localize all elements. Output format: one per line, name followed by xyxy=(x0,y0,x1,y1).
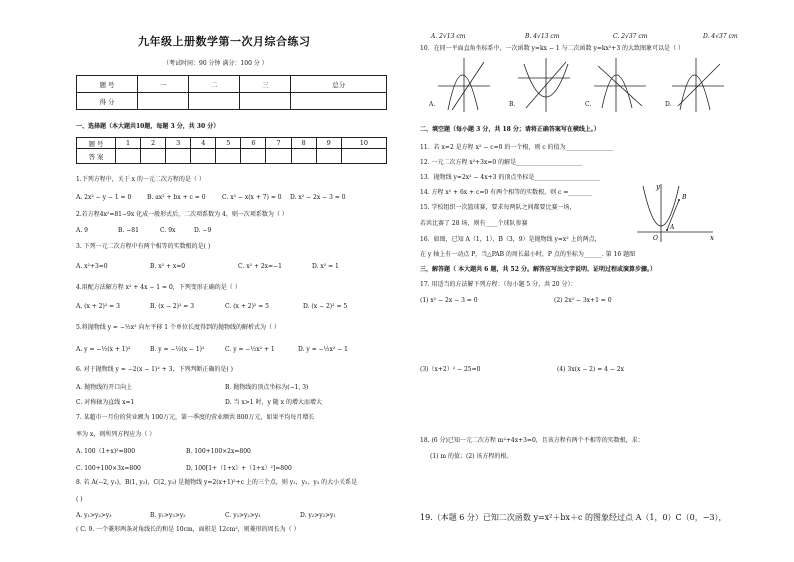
question-stem: 2.若方程4x²=81−9x 化成一般形式后，二次项系数为 4，则一次项系数为（ ） xyxy=(76,211,288,218)
option: A. 2√13 cm xyxy=(431,33,466,40)
question-stem: 18. (6 分)已知一元二次方程 m²+4x+3=0，且该方程有两个不相等的实数根，求： xyxy=(420,437,644,444)
answer-cell[interactable] xyxy=(216,149,241,164)
figure-16 xyxy=(633,180,717,246)
option: B. 抛物线的顶点坐标为(−1, 3) xyxy=(225,384,309,391)
option: D. 4√37 cm xyxy=(703,33,738,40)
answer-header-cell: 8 xyxy=(291,138,316,149)
section3-heading: 三，解答题（ 本大题共 6 题，共 52 分。解答应写出文字说明、证明过程或演算步骤。） xyxy=(420,266,656,273)
section2-heading: 二、填空题（每小题 3 分，共 18 分；请将正确答案写在横线上。） xyxy=(420,126,600,133)
answer-header-cell: 9 xyxy=(316,138,341,149)
answer-header-cell: 1 xyxy=(116,138,141,149)
fig-label-a: A xyxy=(670,224,675,231)
option: B. −81 xyxy=(118,227,139,234)
option: B. 100+100×2x=800 xyxy=(186,448,251,455)
question-stem: 3. 下列一元二次方程中有两个相等的实数根的是( ) xyxy=(76,243,211,250)
option: D. −9 xyxy=(194,227,212,234)
graph-label: D. xyxy=(665,101,672,108)
option: D. y₂>y₃>y₁ xyxy=(300,512,336,519)
answer-cell[interactable] xyxy=(316,149,341,164)
question-stem: 1.下列方程中，关于 x 的一元二次方程的是（ ） xyxy=(76,176,205,183)
question-stem: 6. 对于抛物线 y = −2(x − 1)² + 3，下列判断正确的是( ) xyxy=(76,366,233,373)
option: B. 4√13 cm xyxy=(525,33,560,40)
graph-label: B. xyxy=(509,101,516,108)
page-title: 九年级上册数学第一次月综合练习 xyxy=(138,35,311,48)
score-header-cell: 二 xyxy=(189,76,240,93)
option: A. (x + 2)² = 3 xyxy=(76,303,120,310)
option: B. (x − 2)² = 3 xyxy=(150,303,195,310)
section1-heading: 一、选择题（本大题共10题，每题 3 分，共 30 分） xyxy=(76,123,220,130)
option: D. x² − 2x − 3 = 0 xyxy=(290,194,346,201)
fig-label-x: x xyxy=(710,234,714,242)
equation: (2) 2x² − 3x+1 = 0 xyxy=(554,297,612,304)
answer-header-cell: 7 xyxy=(266,138,291,149)
question-stem-cont: ( ) xyxy=(76,496,83,503)
score-table xyxy=(76,75,387,110)
answer-cell[interactable] xyxy=(241,149,266,164)
option: C. 9x xyxy=(160,227,176,234)
option: A. 9 xyxy=(76,227,88,234)
fill-question: 在 y 轴上有一动点 P，当△PAB 的周长最小时，P 点的坐标为______. 第 16 题图 xyxy=(420,251,636,258)
answer-cell[interactable] xyxy=(291,149,316,164)
fig-label-y: y xyxy=(656,183,660,191)
score-header-cell: 一 xyxy=(138,76,189,93)
answer-header-cell: 4 xyxy=(191,138,216,149)
question-stem: 19.（本题 6 分）已知二次函数 y=x²＋bx＋c 的图象经过点 A（1，0）C（0，−3）， xyxy=(420,513,727,522)
option: D. 当 x>1 时，y 随 x 的增大而增大 xyxy=(225,399,322,406)
option: B. y = −½(x − 1)² xyxy=(150,346,205,353)
answer-row-label: 答 案 xyxy=(77,149,116,164)
option: A. y = −½(x + 1)² xyxy=(76,346,131,353)
question-stem: 7. 某超市一月份的营业额为 100万元，第一季度的营业额共 800万元，如果平均每月增长 xyxy=(76,414,315,421)
option: B. ax² + bx + c = 0 xyxy=(147,194,206,201)
option: D. 100[1+（1+x）+（1+x）²]=800 xyxy=(186,465,292,472)
option: B. x² + x=0 xyxy=(150,263,186,270)
option: A. 抛物线的开口向上 xyxy=(76,384,133,391)
fill-question: 12. 一元二次方程 x²+3x=0 的解是______________________ xyxy=(420,159,583,166)
question-stem: 4.用配方法解方程 x² + 4x − 1 = 0，下列变形正确的是（ ） xyxy=(76,284,241,291)
answer-table xyxy=(76,137,387,164)
score-header-cell: 总分 xyxy=(291,76,387,93)
option: C. x² − x(x + 7) = 0 xyxy=(222,194,282,201)
fig-label-b: B xyxy=(682,194,687,201)
graph-label: A. xyxy=(429,101,436,108)
answer-cell[interactable] xyxy=(191,149,216,164)
score-cell[interactable] xyxy=(189,93,240,110)
score-row-label: 得 分 xyxy=(77,93,138,110)
fill-question: 15. 学校组织一次篮球赛，要求每两队之间都要比赛一场， xyxy=(420,204,576,211)
option: D. y = −½x² − 1 xyxy=(298,346,348,353)
option: C. (x + 2)² = 5 xyxy=(225,303,269,310)
score-header-cell: 三 xyxy=(240,76,291,93)
question-stem: 10．在同一平面直角坐标系中，一次函数 y=kx − 1 与二次函数 y=kx²+3 的大致图象可以是（ ） xyxy=(420,45,684,52)
option: B. y₁>y₃>y₂ xyxy=(150,512,186,519)
fill-question: 16．如图，已知 A（1，1），B（3，9）是抛物线 y=x² 上的两点， xyxy=(420,236,601,243)
answer-cell[interactable] xyxy=(266,149,291,164)
option: C. 100+100×3x=800 xyxy=(76,465,141,472)
fill-question: 若共比赛了 28 场，则有____个球队参赛 xyxy=(420,220,528,227)
option: C. x² + 2x=−1 xyxy=(238,263,282,270)
option: A. x²+3=0 xyxy=(76,263,108,270)
score-header-cell: 题 号 xyxy=(77,76,138,93)
answer-header-cell: 3 xyxy=(166,138,191,149)
score-cell[interactable] xyxy=(291,93,387,110)
equation: (3)（x+2）² − 25=0 xyxy=(420,366,481,373)
answer-cell[interactable] xyxy=(341,149,386,164)
fill-question: 13．抛物线 y=2x² − 4x+3 的顶点坐标是______________________ xyxy=(420,174,601,181)
answer-header-cell: 6 xyxy=(241,138,266,149)
answer-cell[interactable] xyxy=(141,149,166,164)
answer-header-cell: 2 xyxy=(141,138,166,149)
option: A. 2x² − y − 1 = 0 xyxy=(76,194,132,201)
question-stem-cont: 率为 x，则所列方程应为（ ） xyxy=(76,431,156,438)
answer-header-cell: 10 xyxy=(341,138,386,149)
score-cell[interactable] xyxy=(240,93,291,110)
answer-header-cell: 题 号 xyxy=(77,138,116,149)
fig-label-o: O xyxy=(653,235,658,242)
option: C. 对称轴为直线 x=1 xyxy=(76,399,135,406)
question-sub: (1) m 的值；(2) 该方程的根。 xyxy=(430,453,513,460)
fill-question: 14. 方程 x² + 6x + c=0 有两个相等的实数根，则 c =________ xyxy=(420,189,593,196)
equation: (1) x² − 2x − 3 = 0 xyxy=(420,297,478,304)
option: A. 100（1+x)²=800 xyxy=(76,448,136,455)
question-stem: 8. 若 A(−2, y₁)，B(1, y₂)，C(2, y₃) 是抛物线 y=2(x+1)²+c 上的三个点，则 y₁，y₂，y₃ 的大小关系是 xyxy=(76,479,358,486)
graph-label: C. xyxy=(585,101,592,108)
answer-cell[interactable] xyxy=(166,149,191,164)
option: A. y₁>y₂>y₃ xyxy=(76,512,112,519)
question-stem: 17. 用适当的方法解下列方程：（每小题 5 分，共 20 分）： xyxy=(420,281,577,288)
exam-info: （考试时间：90 分钟 满分：100 分 ） xyxy=(163,60,268,67)
option: D. x² = 1 xyxy=(312,263,339,270)
question-stem: 5.将抛物线 y = −½x² 向左平移 1 个单位长度得到的抛物线的解析式为（ ） xyxy=(76,324,280,331)
equation: (4) 3x(x − 2) = 4 − 2x xyxy=(557,366,625,373)
option: C. 2√37 cm xyxy=(613,33,648,40)
q10-graphs xyxy=(428,56,758,114)
option: C. y = −½x² + 1 xyxy=(225,346,275,353)
question-stem: ( C. 9. 一个菱形两条对角线长的和是 10cm，面积是 12cm²，则菱形的周长为（ ） xyxy=(76,526,300,533)
answer-cell[interactable] xyxy=(116,149,141,164)
answer-header-cell: 5 xyxy=(216,138,241,149)
option: C. y₃>y₂>y₁ xyxy=(225,512,261,519)
option: D. (x − 2)² = 5 xyxy=(303,303,348,310)
fill-question: 11．若 x=2 是方程 x² − c=0 的一个根，则 c 的值为________________ xyxy=(420,144,614,151)
score-cell[interactable] xyxy=(138,93,189,110)
